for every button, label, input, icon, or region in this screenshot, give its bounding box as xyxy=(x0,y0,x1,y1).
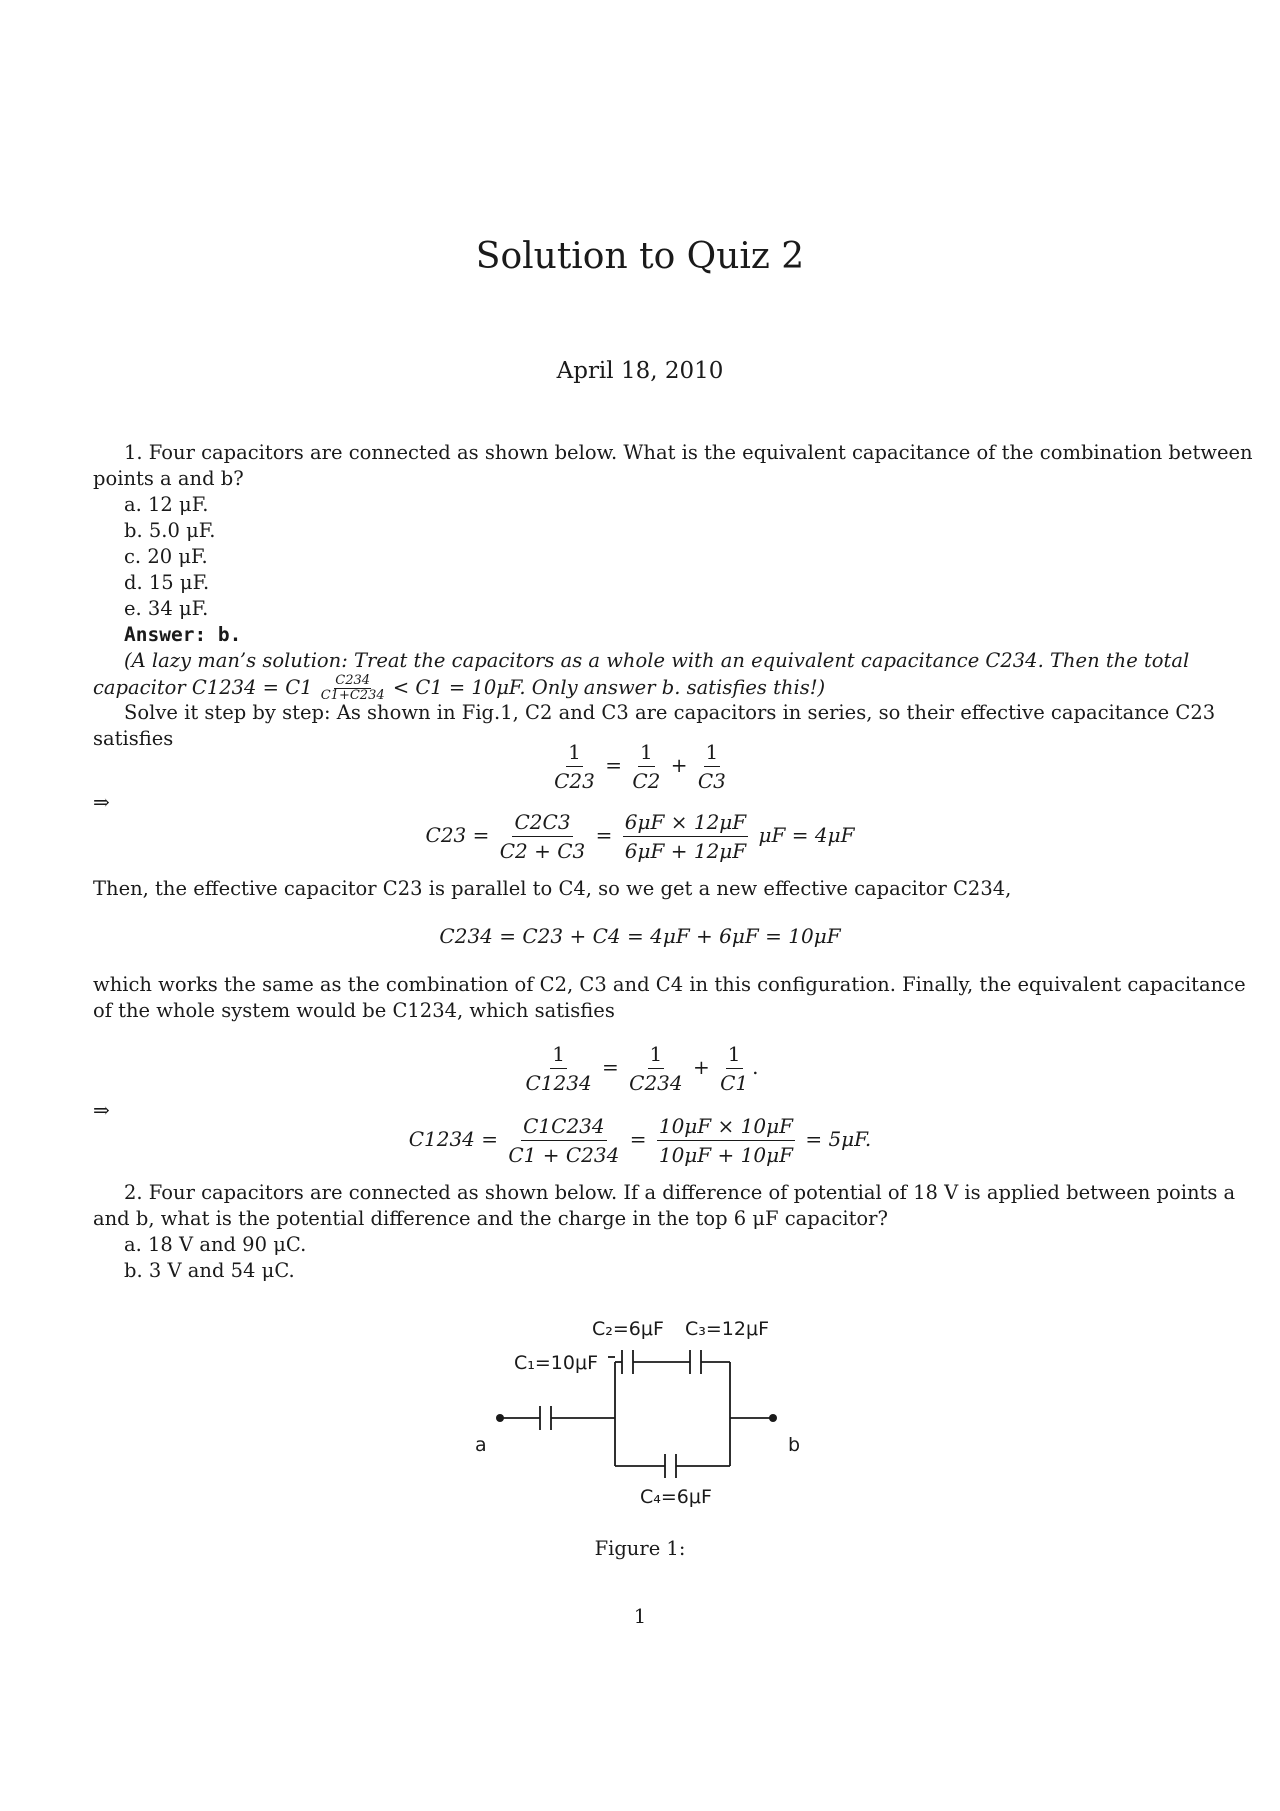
equation-5: C1234 = $\frac{C1C234}{C1 + C234}$ = $\frac{10\mu F \times 10\mu F}{10\mu F + 10\mu F}$ = 5μF. xyxy=(408,1114,872,1167)
eq4-r1-num: 1 xyxy=(648,1042,665,1069)
eq4-r2-num: 1 xyxy=(726,1042,743,1069)
q1-lazy-line2b: < C1 = 10μF. Only answer b. satisfies this!) xyxy=(392,676,826,699)
implies-arrow-2: ⇒ xyxy=(93,1098,110,1122)
q2-option-a: a. 18 V and 90 μC. xyxy=(124,1233,307,1256)
works-line1: which works the same as the combination of C2, C3 and C4 in this configuration. Finally, the equivalent capacitance xyxy=(93,973,1246,996)
eq4-r2-den: C1 xyxy=(720,1071,749,1095)
q1-lazy-line2a: capacitor C1234 = C1 xyxy=(93,676,313,699)
terminal-a-dot xyxy=(496,1414,504,1422)
page-title: Solution to Quiz 2 xyxy=(475,236,805,277)
eq5-f1-den: C1 + C234 xyxy=(508,1143,620,1167)
eq2-lhs: C23 = xyxy=(425,823,490,847)
q1-option-d: d. 15 μF. xyxy=(124,571,210,594)
q2-line1: 2. Four capacitors are connected as shown below. If a difference of potential of 18 V is applied between points a xyxy=(124,1181,1236,1204)
eq2-f2-den: 6μF + 12μF xyxy=(624,839,747,863)
eq2-tail: μF = 4μF xyxy=(758,823,855,847)
terminal-b-label: b xyxy=(788,1434,801,1456)
c4-label: C₄=6μF xyxy=(640,1486,712,1508)
eq1-r1-den: C2 xyxy=(632,769,661,793)
eq5-f1-num: C1C234 xyxy=(521,1114,607,1141)
eq1-r1-num: 1 xyxy=(638,740,655,767)
page-number: 1 xyxy=(633,1605,647,1628)
equation-4: $\frac{1}{C1234}$ = $\frac{1}{C234}$ + $\frac{1}{C1}$ . xyxy=(525,1042,759,1095)
q1-question-line2: points a and b? xyxy=(93,467,244,490)
q1-step-line2: satisfies xyxy=(93,727,174,750)
q1-lazy-frac-num: C234 xyxy=(335,673,371,688)
eq4-r1-den: C234 xyxy=(629,1071,683,1095)
eq5-f2-num: 10μF × 10μF xyxy=(657,1114,795,1141)
q1-answer: Answer: b. xyxy=(124,623,242,646)
c2-label: C₂=6μF xyxy=(592,1318,664,1340)
q1-option-a: a. 12 μF. xyxy=(124,493,209,516)
q1-question-line1: 1. Four capacitors are connected as shown below. What is the equivalent capacitance of the combination between xyxy=(124,441,1253,464)
eq5-lhs: C1234 = xyxy=(408,1127,499,1151)
q1-option-e: e. 34 μF. xyxy=(124,597,209,620)
date: April 18, 2010 xyxy=(556,358,724,384)
equation-3: C234 = C23 + C4 = 4μF + 6μF = 10μF xyxy=(439,924,841,948)
implies-arrow-1: ⇒ xyxy=(93,790,110,814)
eq1-lhs-den: C23 xyxy=(554,769,595,793)
eq1-r2-num: 1 xyxy=(704,740,721,767)
q1-option-c: c. 20 μF. xyxy=(124,545,208,568)
c1-label: C₁=10μF xyxy=(514,1352,598,1374)
equation-2: C23 = $\frac{C2C3}{C2 + C3}$ = $\frac{6\mu F \times 12\mu F}{6\mu F + 12\mu F}$ μF = 4μF xyxy=(425,810,855,863)
q2-option-b: b. 3 V and 54 μC. xyxy=(124,1259,295,1282)
eq5-tail: = 5μF. xyxy=(805,1127,872,1151)
eq1-r2-den: C3 xyxy=(697,769,726,793)
eq1-lhs-num: 1 xyxy=(566,740,583,767)
q1-lazy-line1: (A lazy man’s solution: Treat the capacitors as a whole with an equivalent capacitance C234. Then the total xyxy=(124,649,1190,672)
q1-step-line1: Solve it step by step: As shown in Fig.1, C2 and C3 are capacitors in series, so their effective capacitance C23 xyxy=(124,701,1216,724)
eq2-f1-den: C2 + C3 xyxy=(499,839,586,863)
works-line2: of the whole system would be C1234, which satisfies xyxy=(93,999,615,1022)
then-line: Then, the effective capacitor C23 is parallel to C4, so we get a new effective capacitor C234, xyxy=(93,877,1012,900)
eq2-f2-num: 6μF × 12μF xyxy=(623,810,748,837)
q1-option-b: b. 5.0 μF. xyxy=(124,519,216,542)
eq5-f2-den: 10μF + 10μF xyxy=(658,1143,793,1167)
eq2-f1-num: C2C3 xyxy=(512,810,572,837)
eq4-lhs-num: 1 xyxy=(550,1042,567,1069)
q2-line2: and b, what is the potential difference and the charge in the top 6 μF capacitor? xyxy=(93,1207,888,1230)
figure-caption: Figure 1: xyxy=(594,1537,686,1560)
eq4-lhs-den: C1234 xyxy=(525,1071,592,1095)
terminal-b-dot xyxy=(769,1414,777,1422)
q1-lazy-frac-den: C1+C234 xyxy=(320,688,385,703)
equation-1: $\frac{1}{C23}$ = $\frac{1}{C2}$ + $\frac{1}{C3}$ xyxy=(554,740,726,793)
terminal-a-label: a xyxy=(475,1434,487,1456)
c3-label: C₃=12μF xyxy=(685,1318,769,1340)
